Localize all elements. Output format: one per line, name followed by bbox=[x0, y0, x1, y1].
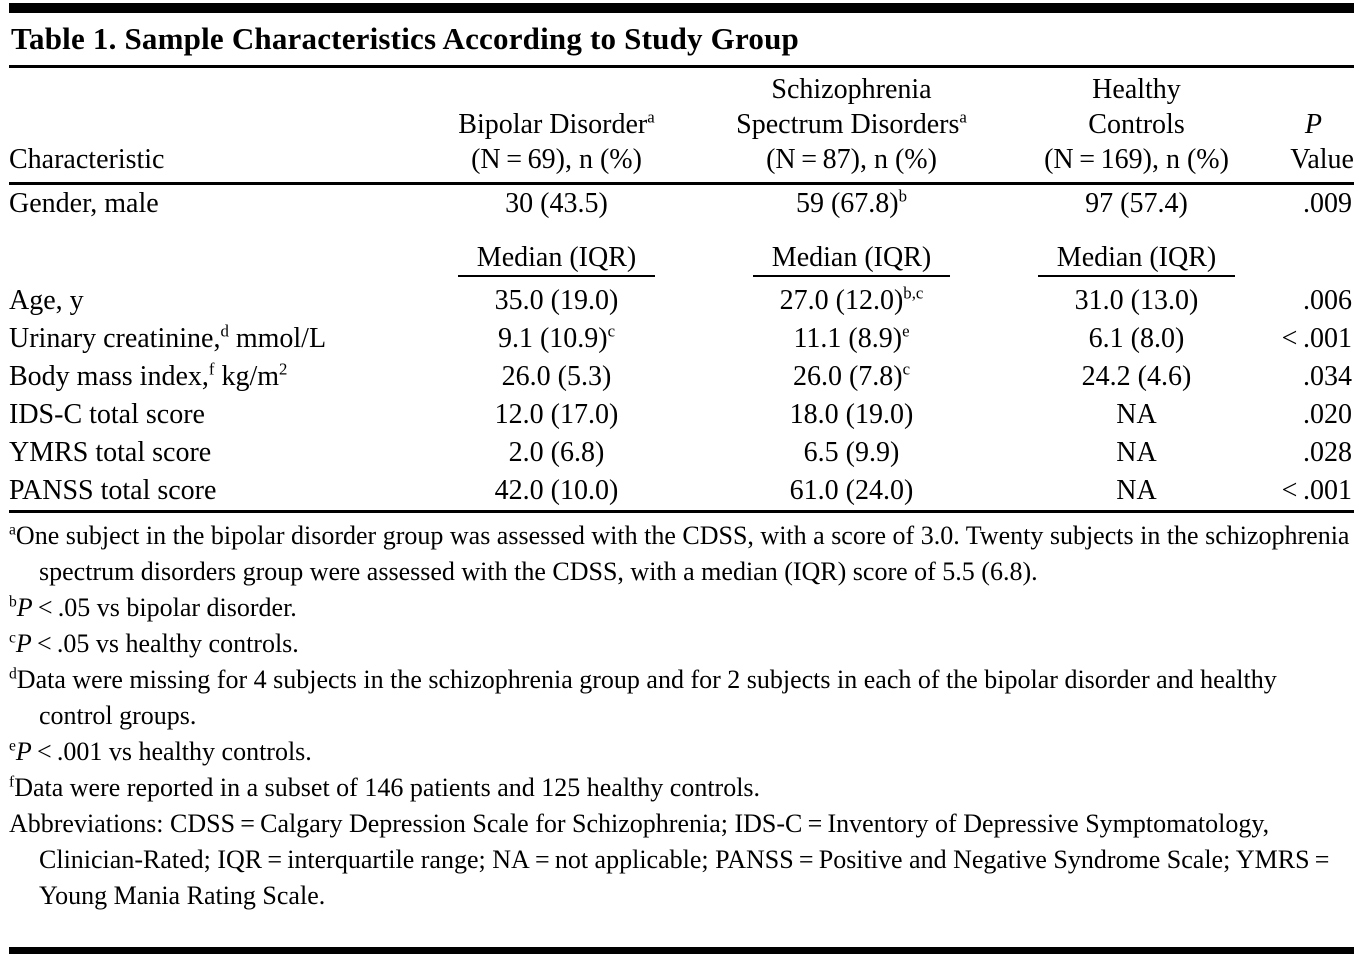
footnote-d: $^d$Data were missing for 4 subjects in the schizophrenia group and for 2 subjects in each of the bipolar disorder and healthy control groups. bbox=[9, 665, 1277, 730]
cell-healthy: NA bbox=[1116, 437, 1157, 468]
table-row bbox=[9, 320, 1354, 358]
header-line: Controls bbox=[1088, 109, 1185, 140]
footnote-f: $^f$Data were reported in a subset of 146 patients and 125 healthy controls. bbox=[9, 773, 761, 802]
header-line: (N = 87), n (%) bbox=[766, 144, 937, 175]
cell-healthy: NA bbox=[1116, 475, 1157, 506]
footnotes bbox=[9, 518, 1354, 914]
median-iqr-label: Median (IQR) bbox=[1038, 242, 1235, 277]
header-line: Characteristic bbox=[9, 144, 165, 175]
italic-text: P bbox=[15, 737, 32, 766]
cell-bipolar: 12.0 (17.0) bbox=[494, 399, 619, 430]
median-subheader-row bbox=[9, 223, 1354, 282]
superscript-note-ref: b,c bbox=[903, 283, 924, 303]
header-row bbox=[9, 68, 1354, 184]
cell-p-value: .034 bbox=[1303, 361, 1352, 392]
column-header-p-value bbox=[1249, 68, 1354, 184]
body-bottom-rule bbox=[9, 510, 1354, 513]
superscript-note-ref: b bbox=[898, 186, 908, 206]
header-line: (N = 169), n (%) bbox=[1044, 144, 1229, 175]
cell-p-value: < .001 bbox=[1281, 475, 1352, 506]
superscript-note-ref: a bbox=[647, 107, 655, 127]
superscript-note-ref: c bbox=[607, 321, 616, 341]
superscript-note-ref: d bbox=[9, 665, 17, 683]
median-iqr-label: Median (IQR) bbox=[458, 242, 655, 277]
superscript-note-ref: e bbox=[9, 737, 16, 755]
header-line: Healthy bbox=[1092, 74, 1181, 105]
cell-p-value: .006 bbox=[1303, 285, 1352, 316]
table-body bbox=[9, 184, 1354, 511]
table-header bbox=[9, 68, 1354, 184]
cell-p-value: .009 bbox=[1303, 188, 1352, 219]
superscript-note-ref: b bbox=[9, 593, 17, 611]
cell-bipolar: 42.0 (10.0) bbox=[494, 475, 619, 506]
cell-schizophrenia: 59 $(67.8)^b$ bbox=[795, 186, 908, 219]
cell-healthy: 24.2 (4.6) bbox=[1081, 361, 1192, 392]
cell-bipolar: 30 (43.5) bbox=[505, 188, 608, 219]
median-subheader-empty-cell bbox=[9, 223, 434, 282]
superscript-note-ref: f bbox=[9, 773, 15, 791]
column-header-healthy bbox=[1024, 68, 1249, 184]
median-subheader-cell-bipolar bbox=[434, 223, 679, 282]
superscript-note-ref: f bbox=[208, 359, 215, 379]
superscript-note-ref: 2 bbox=[279, 359, 288, 379]
column-header-characteristic bbox=[9, 68, 434, 184]
header-line: Bipolar Disorder$^a$ bbox=[458, 107, 655, 140]
cell-schizophrenia: 11.1 $(8.9)^e$ bbox=[793, 321, 910, 354]
cell-bipolar: 2.0 (6.8) bbox=[508, 437, 605, 468]
table-row bbox=[9, 434, 1354, 472]
row-label: Age, y bbox=[9, 285, 84, 316]
footnote-b: $^b$P < .05 vs bipolar disorder. bbox=[9, 593, 297, 622]
characteristics-table bbox=[9, 68, 1354, 510]
cell-p-value: .020 bbox=[1303, 399, 1352, 430]
abbreviations-note: Abbreviations: CDSS = Calgary Depression Scale for Schizophrenia; IDS-C = Inventory of Depressive Symptomatology, Clinician-Rated; IQR = interquartile range; NA = not applicable; PANSS = Positive and Negative Syndrome Scale; YMRS = Young Mania Rating Scale. bbox=[9, 809, 1335, 910]
superscript-note-ref: e bbox=[902, 321, 910, 341]
superscript-note-ref: a bbox=[9, 521, 16, 539]
superscript-note-ref: a bbox=[959, 107, 967, 127]
cell-healthy: 31.0 (13.0) bbox=[1074, 285, 1199, 316]
median-iqr-label: Median (IQR) bbox=[753, 242, 950, 277]
row-label: Urinary creatinine,$^d$ mmol/L bbox=[9, 321, 327, 354]
header-line: Spectrum Disorders$^a$ bbox=[736, 107, 967, 140]
median-subheader-empty-cell bbox=[1249, 223, 1354, 282]
row-label: Body mass index,$^f$ $kg/m^2$ bbox=[9, 359, 288, 392]
median-subheader-cell-schizophrenia bbox=[679, 223, 1024, 282]
cell-bipolar: 9.1 $(10.9)^c$ bbox=[497, 321, 616, 354]
cell-schizophrenia: 26.0 $(7.8)^c$ bbox=[792, 359, 911, 392]
cell-healthy: 6.1 (8.0) bbox=[1088, 323, 1185, 354]
header-line: (N = 69), n (%) bbox=[471, 144, 642, 175]
table-title: Table 1. Sample Characteristics According to Study Group bbox=[11, 21, 799, 56]
row-label: Gender, male bbox=[9, 188, 159, 219]
cell-schizophrenia: 18.0 (19.0) bbox=[789, 399, 914, 430]
median-subheader-cell-healthy bbox=[1024, 223, 1249, 282]
column-header-schizophrenia bbox=[679, 68, 1024, 184]
cell-healthy: NA bbox=[1116, 399, 1157, 430]
column-header-bipolar bbox=[434, 68, 679, 184]
cell-healthy: 97 (57.4) bbox=[1085, 188, 1188, 219]
superscript-note-ref: d bbox=[220, 321, 229, 341]
cell-schizophrenia: 6.5 (9.9) bbox=[803, 437, 900, 468]
cell-p-value: < .001 bbox=[1281, 323, 1352, 354]
cell-bipolar: 35.0 (19.0) bbox=[494, 285, 619, 316]
table-row bbox=[9, 282, 1354, 320]
italic-text: P bbox=[1304, 109, 1322, 140]
superscript-note-ref: c bbox=[902, 359, 911, 379]
table-row bbox=[9, 472, 1354, 510]
cell-schizophrenia: 61.0 (24.0) bbox=[789, 475, 914, 506]
row-label: IDS-C total score bbox=[9, 399, 205, 430]
italic-text: P bbox=[15, 629, 32, 658]
table-row bbox=[9, 184, 1354, 224]
footnote-c: $^c$P < .05 vs healthy controls. bbox=[9, 629, 299, 658]
table-row bbox=[9, 358, 1354, 396]
superscript-note-ref: c bbox=[9, 629, 16, 647]
header-line: Value bbox=[1290, 144, 1354, 175]
cell-schizophrenia: 27.0 $(12.0)^{b,c}$ bbox=[779, 283, 924, 316]
top-rule bbox=[9, 3, 1354, 13]
footnote-a: $^a$One subject in the bipolar disorder group was assessed with the CDSS, with a score of 3.0. Twenty subjects in the schizophrenia spectrum disorders group were assessed with the CDSS, with a median (IQR) score of 5.5 (6.8). bbox=[9, 521, 1350, 586]
footnote-e: $^e$P < .001 vs healthy controls. bbox=[9, 737, 312, 766]
row-label: YMRS total score bbox=[9, 437, 212, 468]
row-label: PANSS total score bbox=[9, 475, 217, 506]
bottom-rule bbox=[9, 947, 1354, 954]
italic-text: P bbox=[16, 593, 33, 622]
header-line bbox=[1249, 107, 1354, 142]
cell-bipolar: 26.0 (5.3) bbox=[501, 361, 612, 392]
table-row bbox=[9, 396, 1354, 434]
cell-p-value: .028 bbox=[1303, 437, 1352, 468]
header-line: Schizophrenia bbox=[771, 74, 932, 105]
